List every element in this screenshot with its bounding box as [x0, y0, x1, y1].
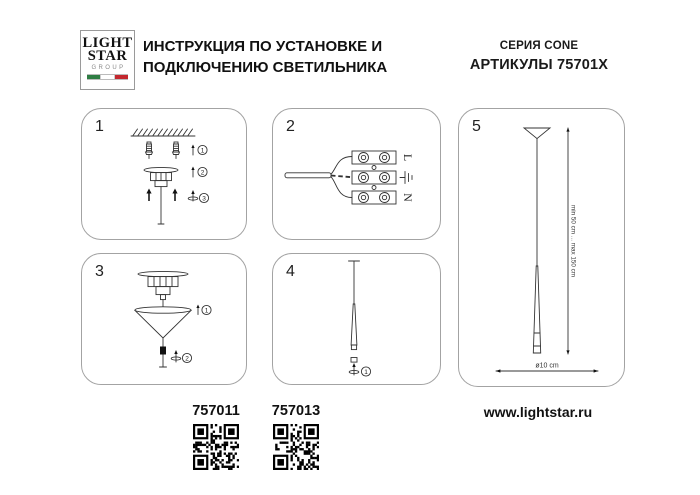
pendant-cone-icon — [349, 261, 360, 350]
svg-text:1: 1 — [364, 368, 368, 376]
panel-step-1 — [81, 108, 247, 240]
push-up-arrows-icon — [146, 189, 177, 202]
panel-step-4 — [272, 253, 441, 385]
logo-text-light: LIGHT — [82, 35, 133, 51]
panel-2-number: 2 — [286, 118, 295, 135]
terminal-label-line: L — [401, 153, 415, 162]
flag-white — [100, 75, 115, 79]
panel-3-drawing — [82, 254, 248, 386]
flag-red — [115, 75, 128, 79]
series-label: СЕРИЯ CONE — [499, 40, 579, 52]
panel-step-3 — [81, 253, 247, 385]
ceiling-mount-icon — [138, 271, 188, 307]
step-3-marker — [188, 190, 208, 203]
panel-4-drawing — [273, 254, 442, 386]
cord-stopper-icon — [160, 338, 167, 367]
svg-text:2: 2 — [200, 169, 205, 177]
height-range-label: min 50 cm ... max 150 cm — [569, 204, 577, 278]
website-label: www.lightstar.ru — [483, 404, 593, 420]
step-2-marker — [171, 350, 191, 363]
terminal-label-neutral: N — [401, 193, 415, 202]
panel-2-drawing — [273, 109, 442, 241]
svg-text:1: 1 — [204, 307, 209, 315]
logo-text-group: GROUP — [91, 65, 126, 71]
series-block — [459, 40, 619, 73]
panel-1-drawing — [82, 109, 248, 241]
cone-canopy-icon — [135, 307, 191, 338]
panel-5-drawing — [459, 109, 626, 388]
qr-code — [193, 424, 239, 470]
anchor-screw-icon — [173, 142, 180, 159]
panel-5-number: 5 — [472, 118, 481, 135]
step-1-marker — [191, 145, 207, 156]
svg-text:1: 1 — [200, 147, 205, 155]
flag-green — [87, 75, 100, 79]
italian-flag-icon — [87, 74, 128, 80]
qr-code — [273, 424, 319, 470]
svg-text:3: 3 — [202, 195, 206, 203]
height-dimension — [566, 128, 576, 355]
assembled-pendant-icon — [524, 128, 550, 353]
panel-4-number: 4 — [286, 263, 295, 280]
panel-assembled-lamp — [458, 108, 625, 387]
terminal-block-icon — [352, 151, 396, 204]
title-line-1: ИНСТРУКЦИЯ ПО УСТАНОВКЕ И — [143, 38, 383, 55]
logo-text-star: STAR — [87, 48, 128, 64]
product-code-757013: 757013 — [271, 403, 321, 419]
panel-1-number: 1 — [95, 118, 104, 135]
step-1-marker — [196, 305, 211, 315]
diffuser-icon — [351, 358, 357, 363]
title-line-2: ПОДКЛЮЧЕНИЮ СВЕТИЛЬНИКА — [143, 59, 388, 76]
step-2-marker — [191, 167, 207, 178]
power-cable-icon — [285, 157, 352, 198]
panel-step-2 — [272, 108, 441, 240]
diameter-dimension — [496, 363, 599, 373]
articles-label: АРТИКУЛЫ 75701X — [469, 57, 609, 73]
ceiling-hatch-icon — [131, 129, 195, 136]
earth-icon — [400, 172, 412, 184]
anchor-screw-icon — [146, 142, 153, 159]
step-1-marker — [349, 363, 370, 376]
lightstar-logo — [80, 30, 135, 90]
svg-text:2: 2 — [185, 355, 189, 363]
diameter-label: ø10 cm — [535, 362, 559, 370]
page-title — [143, 36, 387, 78]
panel-3-number: 3 — [95, 263, 104, 280]
product-code-757011: 757011 — [192, 403, 240, 419]
